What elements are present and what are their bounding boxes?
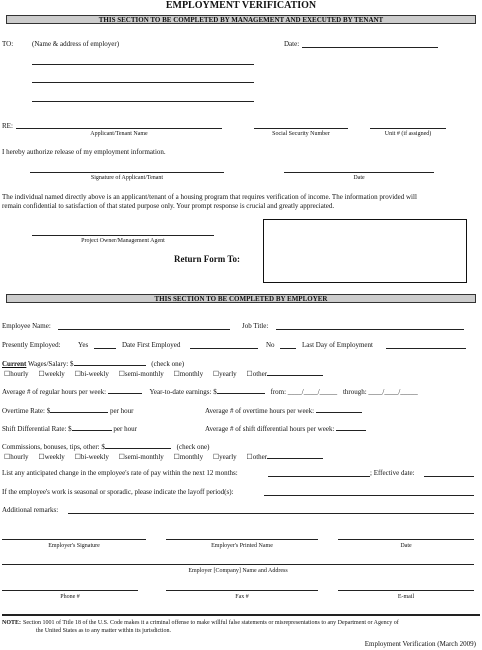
- employer-signature-field[interactable]: [2, 539, 146, 540]
- fax-caption: Fax #: [235, 594, 249, 600]
- job-title-label: Job Title:: [242, 322, 269, 330]
- ytd-earnings-field[interactable]: [217, 386, 265, 394]
- option-weekly-label: weekly: [44, 370, 65, 378]
- effective-date-label: ; Effective date:: [370, 469, 415, 477]
- seasonal-field[interactable]: [264, 495, 474, 496]
- option-semi-monthly-label: semi-monthly: [124, 370, 164, 378]
- wages-salary-label: Wages/Salary:: [28, 360, 69, 368]
- job-title-field[interactable]: [276, 329, 464, 330]
- option-yearly-label-2: yearly: [219, 453, 237, 461]
- applicant-name-field[interactable]: [16, 128, 222, 129]
- phone-field[interactable]: [2, 590, 138, 591]
- agent-signature-field[interactable]: [32, 235, 214, 236]
- management-section-header: THIS SECTION TO BE COMPLETED BY MANAGEMENT AND EXECUTED BY TENANT: [6, 15, 476, 24]
- yes-field[interactable]: [94, 348, 116, 349]
- applicant-signature-caption: Signature of Applicant/Tenant: [90, 175, 164, 181]
- anticipated-change-label: List any anticipated change in the employee's rate of pay within the next 12 months:: [2, 469, 238, 477]
- avg-overtime-row: [205, 405, 362, 416]
- checkbox-hourly-2[interactable]: ☐: [4, 453, 11, 461]
- shift-rate-row: [2, 423, 137, 434]
- commissions-check-one: (check one): [176, 443, 210, 451]
- date-first-employed-field[interactable]: [190, 348, 258, 349]
- from-label: from:: [270, 388, 287, 396]
- avg-overtime-hours-field[interactable]: [316, 405, 362, 413]
- authorize-text: I hereby authorize release of my employment information.: [2, 148, 166, 156]
- re-label: RE:: [2, 122, 13, 130]
- email-caption: E-mail: [397, 594, 415, 600]
- checkbox-bi-weekly[interactable]: ☐: [74, 370, 81, 378]
- applicant-name-caption: Applicant/Tenant Name: [90, 131, 148, 137]
- employer-printed-name-field[interactable]: [166, 539, 318, 540]
- last-day-field[interactable]: [386, 348, 466, 349]
- option-monthly-label: monthly: [179, 370, 204, 378]
- applicant-signature-field[interactable]: [30, 172, 224, 173]
- avg-regular-hours-row: [2, 386, 418, 397]
- ytd-earnings-label: Year-to-date earnings: $: [149, 388, 217, 396]
- anticipated-change-field[interactable]: [268, 476, 370, 477]
- return-address-box[interactable]: [263, 219, 467, 283]
- effective-date-field[interactable]: [424, 476, 474, 477]
- signature-date-field[interactable]: [284, 172, 434, 173]
- wages-pay-options: [4, 368, 323, 379]
- ssn-field[interactable]: [254, 128, 348, 129]
- shift-per-hour: per hour: [113, 425, 137, 433]
- option-yearly-label: yearly: [219, 370, 237, 378]
- unit-field[interactable]: [370, 128, 446, 129]
- checkbox-weekly[interactable]: ☐: [38, 370, 45, 378]
- to-label: TO:: [2, 40, 14, 48]
- option-bi-weekly-label-2: bi-weekly: [80, 453, 109, 461]
- date-field[interactable]: [302, 47, 438, 48]
- note-line-1: Section 1001 of Title 18 of the U.S. Code makes it a criminal offense to make willful false statements or misrepresentations to any Department or Agency of: [23, 620, 399, 626]
- overtime-per-hour: per hour: [109, 407, 134, 415]
- signature-date-caption: Date: [353, 175, 365, 181]
- option-hourly-label-2: hourly: [10, 453, 29, 461]
- checkbox-semi-monthly[interactable]: ☐: [118, 370, 125, 378]
- option-weekly-label-2: weekly: [44, 453, 65, 461]
- avg-overtime-hours-label: Average # of overtime hours per week:: [205, 407, 315, 415]
- note-label: NOTE:: [2, 620, 22, 626]
- presently-employed-label: Presently Employed:: [2, 341, 61, 349]
- employer-section-header: THIS SECTION TO BE COMPLETED BY EMPLOYER: [6, 294, 476, 303]
- employer-printed-name-caption: Employer's Printed Name: [211, 543, 273, 549]
- yes-label: Yes: [78, 341, 89, 349]
- no-label: No: [266, 341, 275, 349]
- checkbox-monthly-2[interactable]: ☐: [173, 453, 180, 461]
- page-title: EMPLOYMENT VERIFICATION: [165, 0, 317, 11]
- from-date-field[interactable]: ____/____/_____: [287, 388, 338, 396]
- overtime-rate-field[interactable]: [50, 405, 108, 413]
- through-date-field[interactable]: ____/____/_____: [368, 388, 418, 396]
- overtime-rate-row: [2, 405, 134, 416]
- ssn-caption: Social Security Number: [272, 131, 330, 137]
- checkbox-other-2[interactable]: ☐: [246, 453, 253, 461]
- no-field[interactable]: [280, 348, 296, 349]
- employer-signature-caption: Employer's Signature: [48, 543, 100, 549]
- remarks-field[interactable]: [68, 513, 474, 514]
- last-day-label: Last Day of Employment: [302, 341, 373, 349]
- date-first-employed-label: Date First Employed: [122, 341, 181, 349]
- commissions-other-field[interactable]: [267, 451, 323, 459]
- notice-line-1: The individual named directly above is an applicant/tenant of a housing program that requires verification of income. The information provided will: [2, 193, 417, 201]
- checkbox-hourly[interactable]: ☐: [4, 370, 11, 378]
- checkbox-yearly-2[interactable]: ☐: [212, 453, 220, 461]
- option-semi-monthly-label-2: semi-monthly: [124, 453, 164, 461]
- checkbox-bi-weekly-2[interactable]: ☐: [74, 453, 81, 461]
- avg-regular-hours-field[interactable]: [108, 386, 142, 394]
- option-hourly-label: hourly: [10, 370, 29, 378]
- email-field[interactable]: [338, 590, 474, 591]
- employer-address-line-2[interactable]: [32, 82, 254, 83]
- note-divider: [2, 614, 480, 616]
- commissions-pay-options: [4, 451, 323, 462]
- avg-shift-hours-field[interactable]: [336, 423, 366, 431]
- footer: Employment Verification (March 2009): [364, 640, 476, 648]
- notice-line-2: remain confidential to satisfaction of that stated purpose only. Your prompt response is crucial and greatly appreciated.: [2, 202, 335, 210]
- to-hint: (Name & address of employer): [32, 40, 120, 48]
- employee-name-label: Employee Name:: [2, 322, 51, 330]
- employer-date-caption: Date: [400, 543, 412, 549]
- date-label: Date:: [284, 40, 300, 48]
- commissions-label: Commissions, bonuses, tips, other: $: [2, 443, 105, 451]
- option-bi-weekly-label: bi-weekly: [80, 370, 109, 378]
- agent-caption: Project Owner/Management Agent: [81, 238, 165, 244]
- avg-shift-hours-label: Average # of shift differential hours per week:: [205, 425, 335, 433]
- option-monthly-label-2: monthly: [179, 453, 204, 461]
- unit-caption: Unit # (if assigned): [384, 131, 432, 137]
- wages-other-field[interactable]: [267, 368, 323, 376]
- employee-name-field[interactable]: [58, 329, 230, 330]
- checkbox-yearly[interactable]: ☐: [212, 370, 220, 378]
- employer-address-line-3[interactable]: [32, 101, 254, 102]
- avg-regular-hours-label: Average # of regular hours per week:: [2, 388, 107, 396]
- checkbox-monthly[interactable]: ☐: [173, 370, 180, 378]
- return-form-label: Return Form To:: [174, 254, 240, 264]
- option-other-label: other: [252, 370, 268, 378]
- avg-shift-row: [205, 423, 366, 434]
- wages-check-one: (check one): [151, 360, 185, 368]
- note-line-2: the United States as to any matter within its jurisdiction.: [36, 628, 171, 634]
- checkbox-other[interactable]: ☐: [246, 370, 253, 378]
- wages-dollar: $: [70, 360, 74, 368]
- option-other-label-2: other: [252, 453, 268, 461]
- phone-caption: Phone #: [60, 594, 80, 600]
- seasonal-label: If the employee's work is seasonal or sporadic, please indicate the layoff period(s):: [2, 488, 234, 496]
- employer-company-field[interactable]: [2, 564, 474, 565]
- commissions-field[interactable]: [105, 441, 171, 449]
- employer-date-field[interactable]: [338, 539, 474, 540]
- employer-address-line-1[interactable]: [32, 64, 254, 65]
- overtime-rate-label: Overtime Rate: $: [2, 407, 51, 415]
- checkbox-semi-monthly-2[interactable]: ☐: [118, 453, 125, 461]
- through-label: through:: [342, 388, 367, 396]
- wages-amount-field[interactable]: [74, 358, 146, 366]
- employer-company-caption: Employer [Company] Name and Address: [188, 568, 288, 574]
- shift-rate-field[interactable]: [72, 423, 112, 431]
- shift-rate-label: Shift Differential Rate: $: [2, 425, 72, 433]
- remarks-label: Additional remarks:: [2, 506, 59, 514]
- fax-field[interactable]: [166, 590, 318, 591]
- current-label: Current: [2, 360, 27, 368]
- checkbox-weekly-2[interactable]: ☐: [38, 453, 45, 461]
